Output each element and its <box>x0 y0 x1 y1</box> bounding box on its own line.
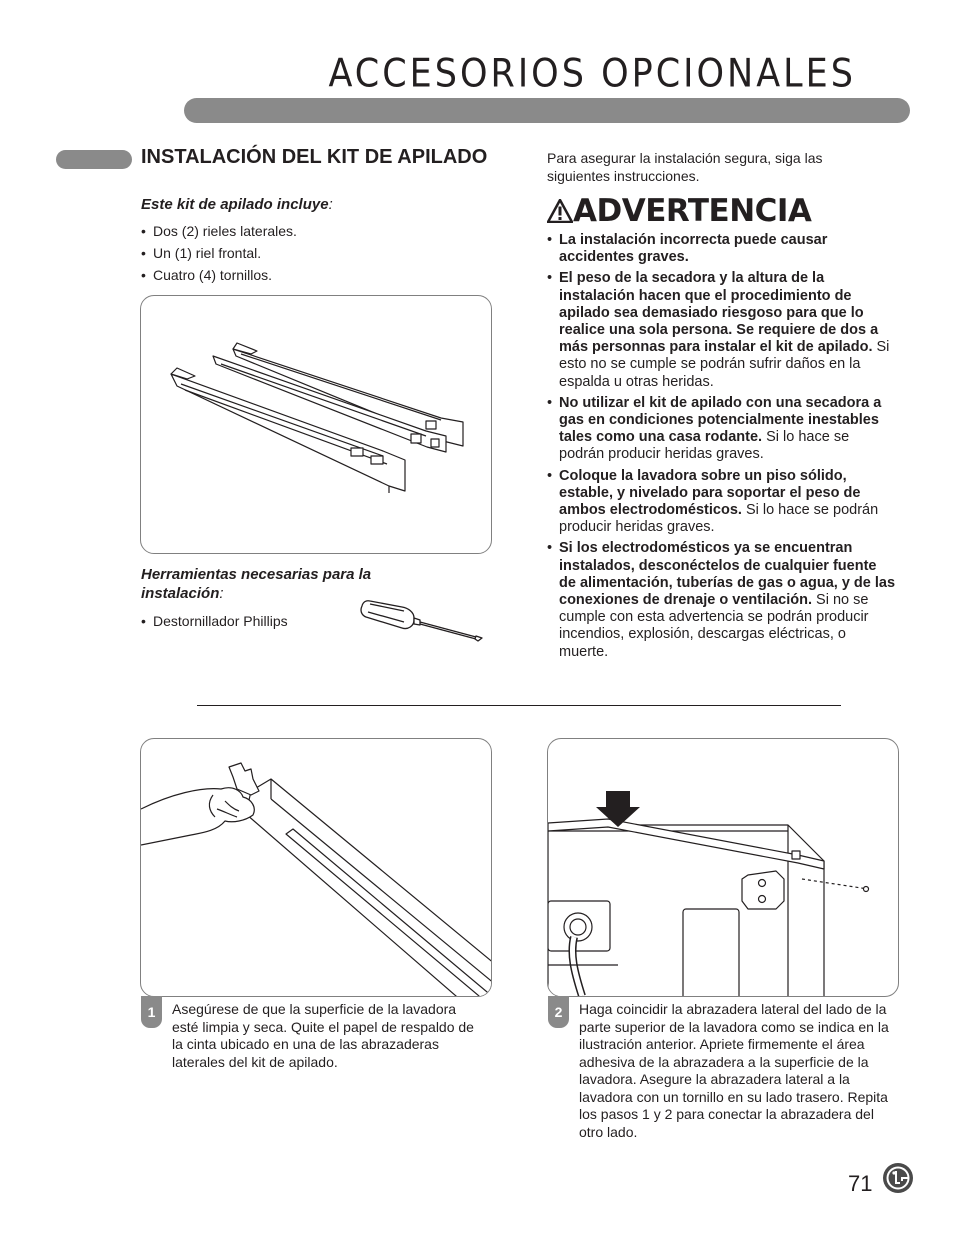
section-divider <box>197 705 841 706</box>
tools-list <box>141 613 361 631</box>
warning-intro: Para asegurar la instalación segura, siga las siguientes instrucciones. <box>547 150 823 184</box>
kit-item: • Un (1) riel frontal. <box>141 242 471 264</box>
screwdriver-icon <box>358 598 486 644</box>
rails-illustration <box>141 296 491 553</box>
warning-triangle-icon <box>547 199 573 223</box>
step-2-illustration-frame <box>547 738 899 997</box>
kit-label: Este kit de apilado incluye: <box>141 196 333 213</box>
kit-items-list <box>141 220 471 286</box>
kit-item: • Dos (2) rieles laterales. <box>141 220 471 242</box>
warning-list <box>547 232 897 665</box>
section-pill <box>56 150 132 169</box>
lg-logo-icon <box>882 1162 914 1194</box>
tool-item: • Destornillador Phillips <box>141 613 361 631</box>
step-1-text: Asegúrese de que la superficie de la lavadora esté limpia y seca. Quite el papel de respaldo de la cinta ubicado en una de las abrazaderas laterales del kit de apilado. <box>172 1001 474 1070</box>
step-2-number: 2 <box>548 996 569 1028</box>
page-title: ACCESORIOS OPCIONALES <box>328 52 856 97</box>
step-1-illustration-frame <box>140 738 492 997</box>
title-bar <box>184 98 910 123</box>
page-number: 71 <box>848 1171 873 1196</box>
warning-title: ADVERTENCIA <box>547 193 811 229</box>
warning-item: • Coloque la lavadora sobre un piso sólido, estable, y nivelado para soportar el peso de ambos electrodomésticos. Si lo hace se podrán producir heridas graves. <box>547 468 897 537</box>
warning-item: • El peso de la secadora y la altura de la instalación hacen que el procedimiento de apilado sea demasiado riesgoso para que lo realice una sola persona. Se requiere de dos a más personnas para instalar el kit de apilado. Si esto no se cumple se podrán sufrir daños en la espalda u otras heridas. <box>547 270 897 390</box>
kit-item: • Cuatro (4) tornillos. <box>141 264 471 286</box>
step-1-number: 1 <box>141 996 162 1028</box>
step-1-illustration <box>141 739 491 996</box>
warning-item: • No utilizar el kit de apilado con una secadora a gas en condiciones potencialmente inestables tales como una casa rodante. Si lo hace se podrán producir heridas graves. <box>547 395 897 464</box>
tools-label: Herramientas necesarias para la instalación: <box>141 566 372 602</box>
section-title: INSTALACIÓN DEL KIT DE APILADO <box>141 146 488 168</box>
lg-logo-text: LG <box>898 1192 900 1193</box>
warning-item: • La instalación incorrecta puede causar accidentes graves. <box>547 232 897 266</box>
warning-item: • Si los electrodomésticos ya se encuentran instalados, desconéctelos de cualquier fuente de alimentación, tuberías de gas o agua, y de las conexiones de drenaje o ventilación. Si no se cumple con esta advertencia se podrán producir incendios, explosión, descargas eléctricas, o muerte. <box>547 540 897 660</box>
step-2-text: Haga coincidir la abrazadera lateral del lado de la parte superior de la lavadora como se indica en la ilustración anterior. Apriete firmemente el área adhesiva de la abrazadera a la superficie de la lavadora. Asegure la abrazadera lateral a la lavadora con un tornillo en su lado trasero. Repita los pasos 1 y 2 para conectar la abrazadera del otro lado. <box>579 1001 889 1140</box>
kit-illustration-frame <box>140 295 492 554</box>
step-2-illustration <box>548 739 898 996</box>
